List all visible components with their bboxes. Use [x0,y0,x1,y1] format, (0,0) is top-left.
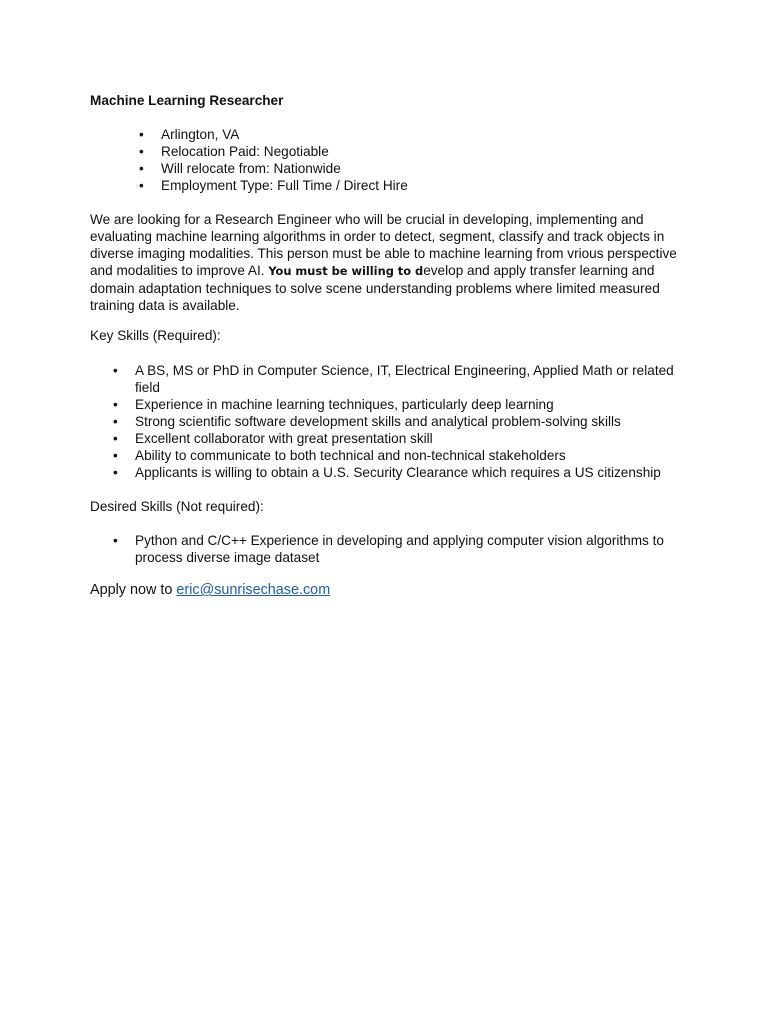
bullet: • [113,448,118,463]
key-skill-text: Strong scientific software development skills and analytical problem-solving skills [135,414,621,429]
intro-paragraph [90,211,690,314]
bullet: • [113,414,118,429]
desired-skill-text: Python and C/C++ Experience in developing and applying computer vision algorithms to process diverse image dataset [135,533,664,565]
bullet: • [139,127,144,142]
detail-location: Arlington, VA [161,127,240,142]
list-item [113,362,695,396]
key-skill-text: Applicants is willing to obtain a U.S. Security Clearance which requires a US citizenship [135,465,661,480]
desired-skills-heading: Desired Skills (Not required): [90,499,264,514]
list-item [113,464,695,481]
list-item [139,177,681,194]
list-item [113,430,695,447]
key-skill-text: Experience in machine learning techniques, particularly deep learning [135,397,554,412]
list-item [113,532,695,566]
intro-emphasis: You must be willing to d [268,264,424,278]
key-skill-text: Excellent collaborator with great presentation skill [135,431,433,446]
job-title: Machine Learning Researcher [90,93,284,108]
list-item [113,413,695,430]
detail-relocation: Relocation Paid: Negotiable [161,144,329,159]
intro-text-part1: We are looking for a Research Engineer who will be crucial in developing, implementing and evaluating machine learning algorithms in order to detect, segment, classify and track objects in diverse imaging modalities. This person must be able to machine learning from vrious perspective and modalities to improve AI. [90,212,677,278]
bullet: • [113,431,118,446]
key-skill-text: Ability to communicate to both technical and non-technical stakeholders [135,448,566,463]
bullet: • [139,161,144,176]
apply-email-link[interactable]: eric@sunrisechase.com [176,582,331,598]
desired-skills-list [113,532,695,566]
detail-relocate-from: Will relocate from: Nationwide [161,161,341,176]
list-item [139,126,681,143]
bullet: • [113,465,118,480]
apply-line [90,581,330,599]
list-item [139,160,681,177]
intro-text-part2: evelop and apply transfer learning and domain adaptation techniques to solve scene understanding problems where limited measured training data is available. [90,263,660,313]
key-skills-heading: Key Skills (Required): [90,328,221,343]
bullet: • [113,397,118,412]
apply-prefix: Apply now to [90,582,177,598]
list-item [113,396,695,413]
key-skill-text: A BS, MS or PhD in Computer Science, IT, Electrical Engineering, Applied Math or related field [135,363,674,395]
list-item [139,143,681,160]
detail-employment-type: Employment Type: Full Time / Direct Hire [161,178,408,193]
bullet: • [113,533,118,548]
bullet: • [139,144,144,159]
list-item [113,447,695,464]
bullet: • [113,363,118,378]
bullet: • [139,178,144,193]
job-details-list [139,126,681,194]
key-skills-list [113,362,695,481]
